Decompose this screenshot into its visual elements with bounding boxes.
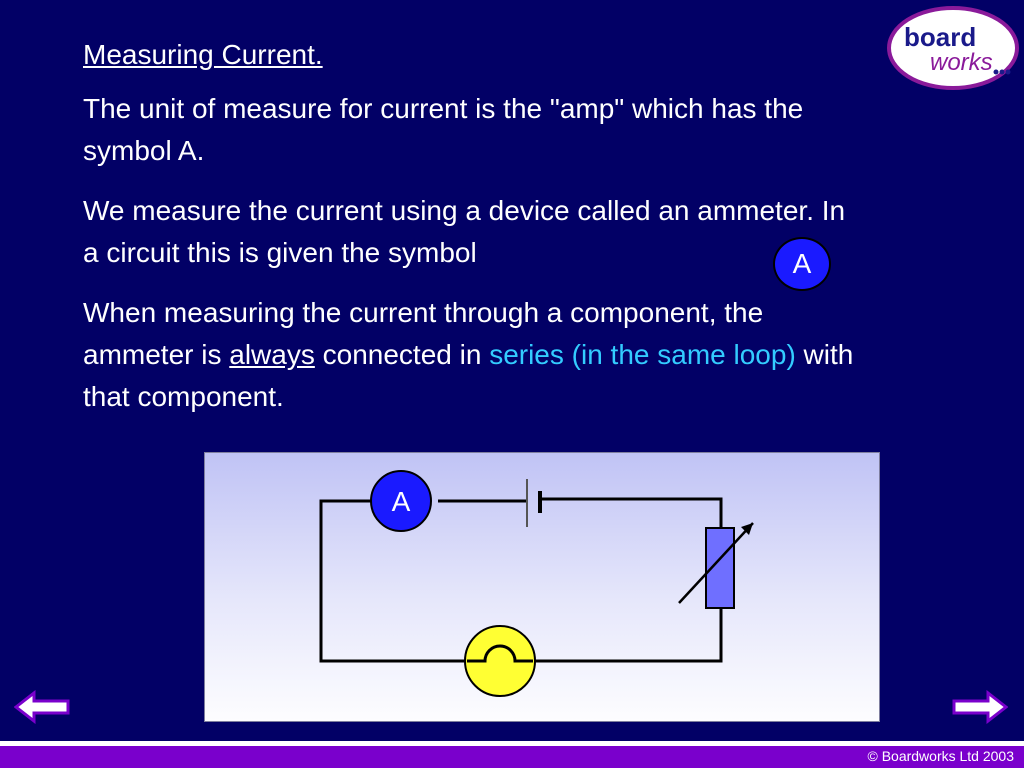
circuit-ammeter-label: A (391, 486, 411, 517)
left-arrow-icon (14, 690, 70, 724)
boardworks-logo (886, 4, 1020, 92)
circuit-diagram (204, 452, 880, 722)
paragraph-series (83, 292, 863, 418)
circuit-svg (205, 453, 881, 723)
series-highlight: series (in the same loop) (489, 339, 796, 370)
right-arrow-icon (952, 690, 1008, 724)
logo-text-board: board (904, 22, 977, 52)
forward-button[interactable] (952, 690, 1008, 724)
series-text-3: with that component. (83, 339, 854, 412)
paragraph-unit: The unit of measure for current is the "amp" which has the symbol A. (83, 93, 804, 166)
variable-resistor-icon (679, 523, 753, 608)
series-text-1: When measuring the current through a component, the ammeter is (83, 297, 764, 370)
slide-body (83, 34, 863, 436)
ammeter-symbol: A (773, 237, 831, 291)
paragraph-ammeter: We measure the current using a device called an ammeter. In a circuit this is given the symbol (83, 195, 846, 268)
battery-icon (527, 479, 540, 527)
circuit-ammeter (371, 471, 431, 531)
copyright-text: © Boardworks Ltd 2003 (867, 748, 1014, 764)
slide-title: Measuring Current. (83, 39, 323, 70)
lamp-icon (465, 626, 535, 696)
series-text-2: connected in (314, 339, 490, 370)
back-button[interactable] (14, 690, 70, 724)
always-text: always (229, 339, 315, 370)
logo-text-works: works (930, 49, 993, 76)
